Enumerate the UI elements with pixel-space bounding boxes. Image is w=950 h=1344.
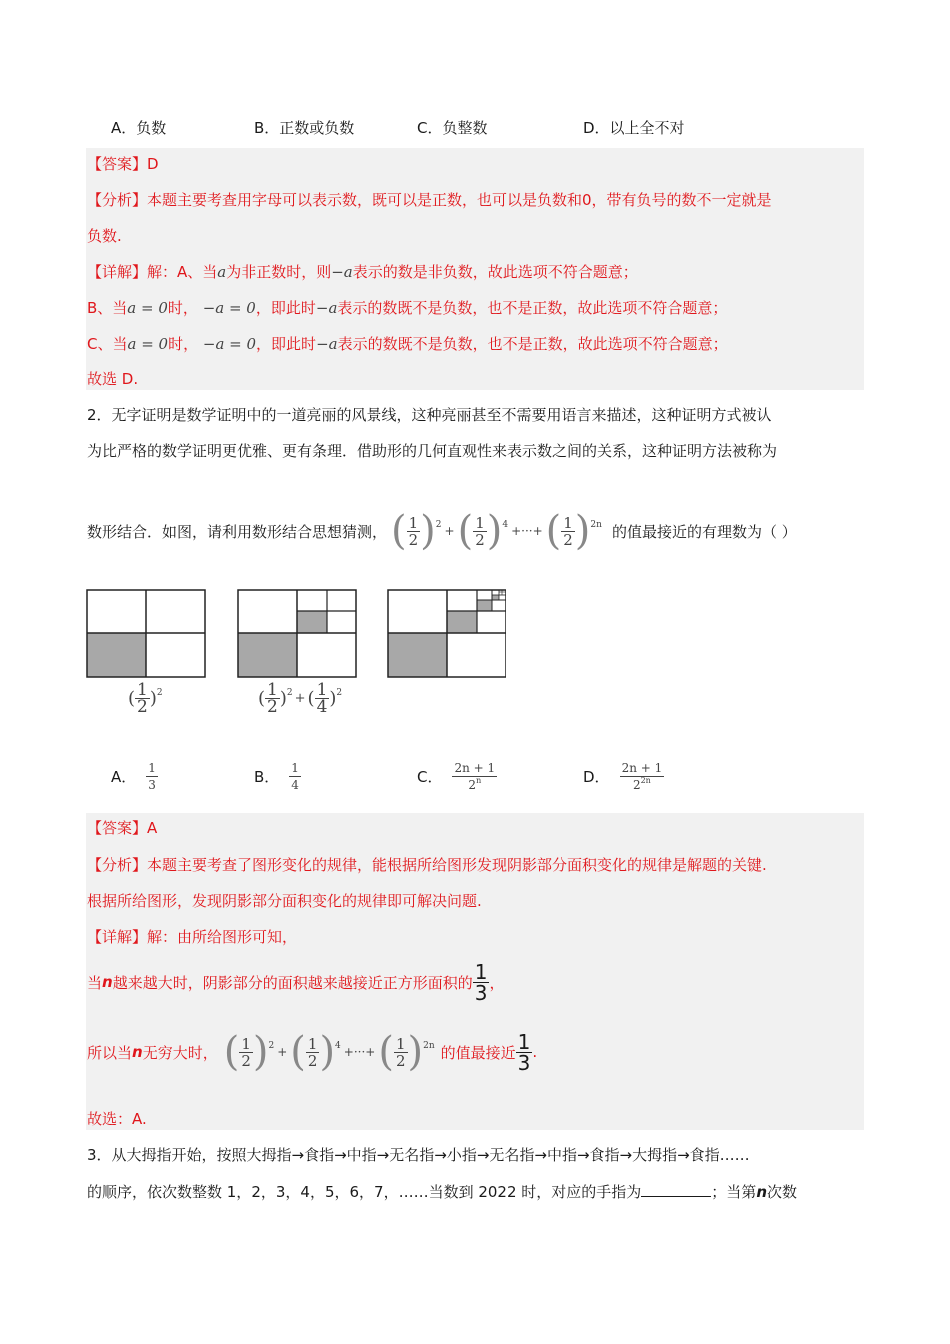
q2-series-expression: ( $\frac{1}{2}$ ) 2 + ( $\frac{1}{2}$ ) 4 +···+ ( $\frac{1}{2}$ ) 2n [391, 508, 602, 554]
q1-answer: 【答案】D [87, 155, 159, 173]
q2-option-c: C． $\frac{2n + 1}{2^n}$ [417, 760, 496, 792]
q1-option-d: D．以上全不对 [583, 119, 685, 137]
q2-option-d: D． $\frac{2n + 1}{2^{2n}}$ [583, 760, 663, 792]
q2-stem-line-2: 为比严格的数学证明更优雅、更有条理．借助形的几何直观性来表示数之间的关系，这种证明方法被称为 [87, 442, 778, 460]
q1-detail-line-1: 【详解】解：A、当a为非正数时，则−a表示的数是非负数，故此选项不符合题意； [87, 263, 638, 281]
q2-stem-line-3: 数形结合．如图，请利用数形结合思想猜测， ( $\frac{1}{2}$ ) 2 + ( $\frac{1}{2}$ ) 4 +···+ ( $\frac{1}{2}$ ) 2n 的值最接近的有理数为（ ） [87, 508, 797, 554]
q1-option-c: C．负整数 [417, 119, 488, 137]
figure-2-caption: ( $\frac{1}{2}$ ) 2 + ( $\frac{1}{4}$ ) 2 [258, 680, 343, 717]
q2-answer: 【答案】A [87, 819, 158, 837]
q3-stem-line-2: 的顺序，依次数整数 1，2，3，4，5，6，7，……当数到 2022 时，对应的手指为 ；当第n次数 [87, 1183, 798, 1201]
q3-answer-blank[interactable] [641, 1182, 711, 1197]
q2-detail-line-1: 【详解】解：由所给图形可知， [87, 928, 298, 946]
q2-option-b: B． $\frac{1}{4}$ [254, 760, 299, 792]
figure-2 [238, 590, 356, 677]
q3-stem-line-1: 3．从大拇指开始，按照大拇指→食指→中指→无名指→小指→无名指→中指→食指→大拇指→食指…… [87, 1146, 750, 1164]
q2-option-a: A． $\frac{1}{3}$ [111, 760, 156, 792]
q2-detail-line-3: 所以当 n 无穷大时， ( $\frac{1}{2}$ ) 2 + ( $\frac{1}{2}$ ) 4 +···+ ( $\frac{1}{2}$ ) 2n 的值最接近 $\frac{1}{3}$ . [87, 1029, 538, 1075]
figure-1 [87, 590, 205, 677]
q2-analysis-line-1: 【分析】本题主要考查了图形变化的规律，能根据所给图形发现阴影部分面积变化的规律是解题的关键. [87, 856, 767, 874]
q1-detail-line-3: C、当a = 0时， −a = 0，即此时−a表示的数既不是负数，也不是正数，故此选项不符合题意； [87, 335, 728, 353]
q1-option-a: A．负数 [111, 119, 167, 137]
q1-option-b: B．正数或负数 [254, 119, 355, 137]
q1-analysis-line-1: 【分析】本题主要考查用字母可以表示数，既可以是正数，也可以是负数和0，带有负号的数不一定就是 [87, 191, 772, 209]
q2-analysis-line-2: 根据所给图形，发现阴影部分面积变化的规律即可解决问题. [87, 892, 482, 910]
q1-analysis-line-2: 负数. [87, 227, 122, 245]
q2-stem-line-1: 2．无字证明是数学证明中的一道亮丽的风景线，这种亮丽甚至不需要用语言来描述，这种证明方式被认 [87, 406, 772, 424]
q2-detail-line-2: 当 n 越来越大时，阴影部分的面积越来越接近正方形面积的 $\frac{1}{3}$ ， [87, 959, 505, 1005]
q1-conclusion: 故选 D. [87, 370, 139, 388]
figure-1-caption: ( $\frac{1}{2}$ ) 2 [128, 680, 163, 717]
q1-detail-line-2: B、当a = 0时， −a = 0，即此时−a表示的数既不是负数，也不是正数，故此选项不符合题意； [87, 299, 728, 317]
figure-3 [388, 590, 506, 677]
q2-series-expression-2: ( $\frac{1}{2}$ ) 2 + ( $\frac{1}{2}$ ) 4 +···+ ( $\frac{1}{2}$ ) 2n [223, 1029, 435, 1075]
q2-conclusion: 故选：A. [87, 1110, 147, 1128]
